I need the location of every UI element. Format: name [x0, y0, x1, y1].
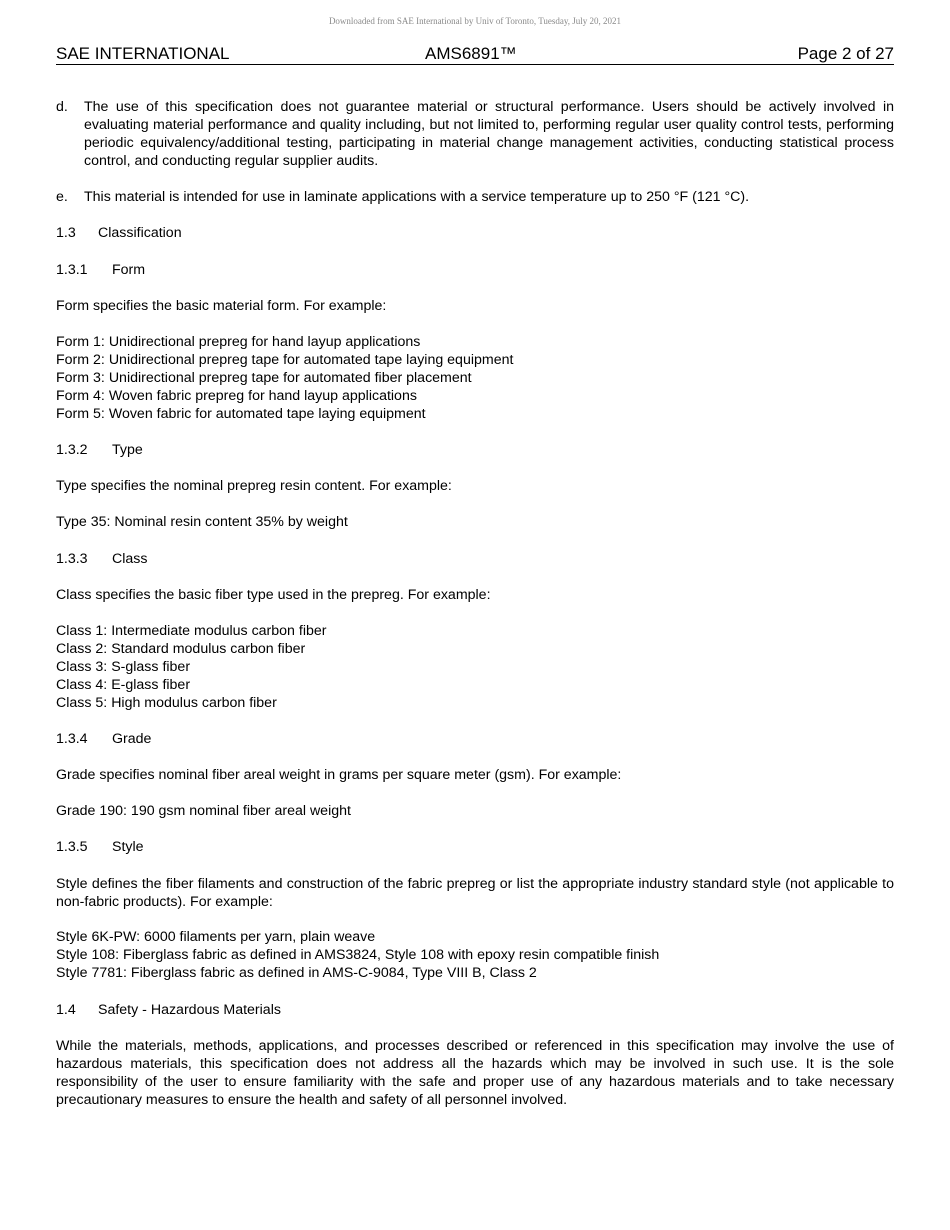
form-intro: Form specifies the basic material form. For example: [56, 298, 387, 314]
header-publisher: SAE INTERNATIONAL [56, 44, 230, 63]
section-number: 1.3.4 [56, 731, 88, 747]
section-number: 1.3 [56, 225, 76, 241]
class-list [56, 622, 894, 712]
list-item: Grade 190: 190 gsm nominal fiber areal weight [56, 803, 351, 819]
section-heading-1-4 [56, 1001, 281, 1019]
list-item: Class 3: S-glass fiber [56, 659, 191, 675]
list-item: Class 1: Intermediate modulus carbon fiber [56, 623, 327, 639]
list-item: Form 1: Unidirectional prepreg for hand layup applications [56, 334, 421, 350]
section-title: Type [112, 442, 143, 458]
section-number: 1.3.2 [56, 442, 88, 458]
section-heading-1-3-3 [56, 550, 147, 568]
section-title: Form [112, 262, 146, 278]
section-heading-1-3-1 [56, 261, 145, 279]
grade-intro: Grade specifies nominal fiber areal weight in grams per square meter (gsm). For example: [56, 767, 622, 783]
section-heading-1-3 [56, 224, 182, 242]
list-item: Form 3: Unidirectional prepreg tape for automated fiber placement [56, 370, 472, 386]
list-marker: e. [56, 189, 68, 205]
style-intro: Style defines the fiber filaments and construction of the fabric prepreg or list the appropriate industry standard style (not applicable to non-fabric products). For example: [56, 876, 894, 910]
list-item: Form 5: Woven fabric for automated tape laying equipment [56, 406, 426, 422]
list-item: Class 4: E-glass fiber [56, 677, 191, 693]
section-number: 1.4 [56, 1002, 76, 1018]
list-marker: d. [56, 99, 68, 115]
list-item: Class 2: Standard modulus carbon fiber [56, 641, 306, 657]
download-watermark: Downloaded from SAE International by Univ of Toronto, Tuesday, July 20, 2021 [328, 16, 622, 26]
header-page-number: Page 2 of 27 [797, 44, 894, 63]
list-item: Form 2: Unidirectional prepreg tape for automated tape laying equipment [56, 352, 514, 368]
style-list [56, 928, 894, 982]
section-heading-1-3-4 [56, 730, 151, 748]
safety-paragraph: While the materials, methods, applications, and processes described or referenced in this specification may involve the use of hazardous materials, this specification does not address all the hazards which may be involved in such use. It is the sole responsibility of the user to ensure familiarity with the safe and proper use of any hazardous materials and to take necessary precautionary measures to ensure the health and safety of all personnel involved. [56, 1038, 894, 1108]
section-title: Grade [112, 731, 152, 747]
list-item: Class 5: High modulus carbon fiber [56, 695, 277, 711]
section-heading-1-3-2 [56, 441, 143, 459]
page-header [56, 44, 894, 65]
list-item-d [56, 98, 894, 170]
section-title: Safety - Hazardous Materials [98, 1002, 281, 1018]
class-intro: Class specifies the basic fiber type used in the prepreg. For example: [56, 587, 491, 603]
section-title: Style [112, 839, 144, 855]
list-item-text: The use of this specification does not guarantee material or structural performance. Users should be actively involved in evaluating material performance and quality including, but not limited to, performing regular user quality control tests, performing periodic equivalency/additional testing, participating in material change management activities, conducting statistical process control, and conducting regular supplier audits. [84, 99, 894, 169]
type-intro: Type specifies the nominal prepreg resin content. For example: [56, 478, 452, 494]
list-item-e [56, 188, 894, 206]
header-doc-number: AMS6891™ [425, 44, 517, 63]
list-item: Form 4: Woven fabric prepreg for hand layup applications [56, 388, 417, 404]
section-title: Classification [98, 225, 182, 241]
section-heading-1-3-5 [56, 838, 144, 856]
section-title: Class [112, 551, 148, 567]
section-number: 1.3.1 [56, 262, 88, 278]
section-number: 1.3.3 [56, 551, 88, 567]
list-item: Style 6K-PW: 6000 filaments per yarn, plain weave [56, 929, 376, 945]
type-list [56, 513, 894, 531]
form-list [56, 333, 894, 423]
list-item: Type 35: Nominal resin content 35% by weight [56, 514, 348, 530]
section-number: 1.3.5 [56, 839, 88, 855]
list-item: Style 7781: Fiberglass fabric as defined in AMS-C-9084, Type VIII B, Class 2 [56, 965, 537, 981]
grade-list [56, 802, 894, 820]
list-item-text: This material is intended for use in laminate applications with a service temperature up to 250 °F (121 °C). [84, 189, 750, 205]
list-item: Style 108: Fiberglass fabric as defined in AMS3824, Style 108 with epoxy resin compatible finish [56, 947, 660, 963]
